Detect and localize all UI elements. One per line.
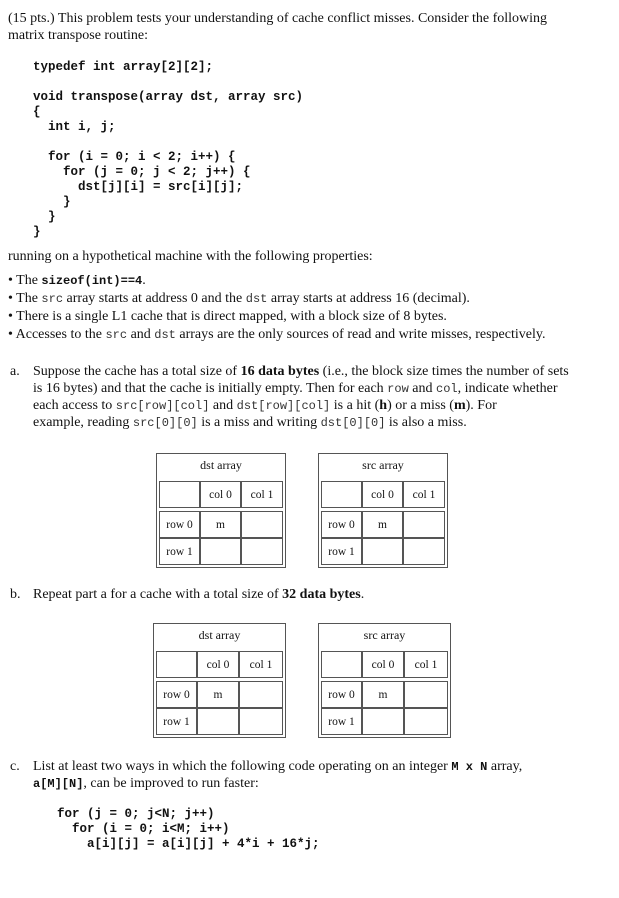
row-header: row 0 <box>321 511 362 538</box>
text: is a miss and writing <box>197 415 321 430</box>
row-header: row 1 <box>321 538 362 565</box>
text: . <box>142 273 146 288</box>
code-line: for (i = 0; i<M; i++) <box>57 822 230 836</box>
answer-cell[interactable] <box>241 538 283 565</box>
text: and <box>209 398 237 413</box>
src-array-table-b <box>318 623 451 738</box>
text: array starts at address 16 (decimal). <box>267 291 470 306</box>
text: arrays are the only sources of read and write misses, respectively. <box>175 327 546 342</box>
code-line: dst[j][i] = src[i][j]; <box>33 180 244 194</box>
text: is a hit ( <box>330 398 380 413</box>
transpose-code <box>33 60 303 240</box>
part-c-label: c. <box>10 759 20 774</box>
code-inline: M x N <box>451 760 488 774</box>
row-header: row 1 <box>321 708 362 735</box>
answer-cell[interactable]: m <box>362 681 404 708</box>
answer-cell[interactable]: m <box>200 511 241 538</box>
answer-cell[interactable] <box>362 708 404 735</box>
part-a-line-2 <box>33 380 558 398</box>
col-header: col 1 <box>239 651 283 678</box>
code-inline: dst[row][col] <box>236 399 331 413</box>
text: Repeat part a for a cache with a total size of <box>33 587 283 602</box>
code-line: int i, j; <box>33 120 116 134</box>
intro-line-2: matrix transpose routine: <box>8 28 148 43</box>
text: and <box>127 327 155 342</box>
answer-cell[interactable] <box>239 681 283 708</box>
answer-cell[interactable]: m <box>362 511 403 538</box>
dst-array-table-b <box>153 623 286 738</box>
text: is also a miss. <box>385 415 467 430</box>
table-title: src array <box>363 628 406 642</box>
text: array starts at address 0 and the <box>63 291 246 306</box>
code-inline: src <box>41 292 64 306</box>
text: is 16 bytes) and that the cache is initially empty. Then for each <box>33 381 388 396</box>
text: , can be improved to run faster: <box>83 776 259 791</box>
text: List at least two ways in which the following code operating on an integer <box>33 759 452 774</box>
col-header: col 0 <box>197 651 239 678</box>
table-title: src array <box>362 458 404 472</box>
table-corner <box>321 651 362 678</box>
row-header: row 0 <box>321 681 362 708</box>
part-a-label: a. <box>10 364 20 379</box>
row-header: row 0 <box>156 681 197 708</box>
table-title: dst array <box>198 628 241 642</box>
answer-cell[interactable] <box>404 708 448 735</box>
answer-cell[interactable] <box>239 708 283 735</box>
code-line: for (j = 0; j < 2; j++) { <box>33 165 251 179</box>
text: Suppose the cache has a total size of <box>33 364 241 379</box>
bullet-accesses <box>8 326 545 344</box>
text: (i.e., the block size times the number of sets <box>319 364 569 379</box>
table-corner <box>156 651 197 678</box>
bullet-cache <box>8 308 447 325</box>
col-header: col 0 <box>362 651 404 678</box>
row-header: row 1 <box>156 708 197 735</box>
code-inline: src[row][col] <box>115 399 210 413</box>
src-array-table-a <box>318 453 448 568</box>
bullet-icon: • <box>8 273 13 288</box>
code-line: { <box>33 105 41 119</box>
part-b-label: b. <box>10 587 21 602</box>
answer-cell[interactable] <box>197 708 239 735</box>
bullet-icon: • <box>8 309 13 324</box>
code-inline: dst[0][0] <box>320 416 386 430</box>
code-inline: sizeof(int)==4 <box>41 274 143 288</box>
dst-array-table-a <box>156 453 286 568</box>
intro-line-1: (15 pts.) This problem tests your understanding of cache conflict misses. Consider the following <box>8 11 548 26</box>
code-inline: src[0][0] <box>132 416 198 430</box>
text: each access to <box>33 398 116 413</box>
code-line: for (j = 0; j<N; j++) <box>57 807 215 821</box>
table-corner <box>159 481 200 508</box>
part-a-line-3 <box>33 397 497 415</box>
bullet-icon: • <box>8 327 13 342</box>
text: . <box>360 587 365 602</box>
code-line: typedef int array[2][2]; <box>33 60 214 74</box>
bullet-icon: • <box>8 291 13 306</box>
code-line: for (i = 0; i < 2; i++) { <box>33 150 236 164</box>
bullet-sizeof <box>8 272 146 290</box>
code-inline: row <box>387 382 409 396</box>
part-c-line-1 <box>33 758 522 776</box>
text-bold: h <box>379 398 388 413</box>
col-header: col 0 <box>362 481 403 508</box>
text: , indicate whether <box>457 381 558 396</box>
text: example, reading <box>33 415 133 430</box>
text-bold: 16 data bytes <box>240 364 320 379</box>
part-a-line-4 <box>33 414 467 432</box>
code-inline: a[M][N] <box>33 777 84 791</box>
text: array, <box>487 759 523 774</box>
code-line: } <box>33 195 71 209</box>
code-inline: src <box>105 328 128 342</box>
code-inline: dst <box>154 328 176 342</box>
code-line: } <box>33 225 41 239</box>
answer-cell[interactable] <box>403 538 445 565</box>
text: There is a single L1 cache that is direct mapped, with a block size of 8 bytes. <box>16 309 447 324</box>
col-header: col 1 <box>241 481 283 508</box>
code-inline: col <box>436 382 458 396</box>
text: The <box>16 273 42 288</box>
loop-code <box>57 807 320 852</box>
text: ). For <box>465 398 497 413</box>
row-header: row 1 <box>159 538 200 565</box>
code-line <box>33 75 303 90</box>
answer-cell[interactable] <box>200 538 241 565</box>
text: ) or a miss ( <box>387 398 454 413</box>
part-c-line-2 <box>33 775 259 793</box>
part-b-text <box>33 586 364 603</box>
text-bold: 32 data bytes <box>282 587 361 602</box>
answer-cell[interactable]: m <box>197 681 239 708</box>
answer-cell[interactable] <box>362 538 403 565</box>
text: and <box>408 381 436 396</box>
answer-cell[interactable] <box>241 511 283 538</box>
table-title: dst array <box>200 458 242 472</box>
table-corner <box>321 481 362 508</box>
answer-cell[interactable] <box>404 681 448 708</box>
part-a-line-1 <box>33 363 569 380</box>
text: Accesses to the <box>15 327 106 342</box>
col-header: col 0 <box>200 481 241 508</box>
code-line: } <box>33 210 56 224</box>
code-inline: dst <box>245 292 268 306</box>
answer-cell[interactable] <box>403 511 445 538</box>
row-header: row 0 <box>159 511 200 538</box>
text-bold: m <box>453 398 466 413</box>
col-header: col 1 <box>404 651 448 678</box>
code-line: void transpose(array dst, array src) <box>33 90 304 104</box>
col-header: col 1 <box>403 481 445 508</box>
code-line <box>33 135 303 150</box>
code-line: a[i][j] = a[i][j] + 4*i + 16*j; <box>57 837 320 851</box>
text: The <box>16 291 42 306</box>
bullet-addresses <box>8 290 470 308</box>
running-text: running on a hypothetical machine with the following properties: <box>8 249 373 264</box>
